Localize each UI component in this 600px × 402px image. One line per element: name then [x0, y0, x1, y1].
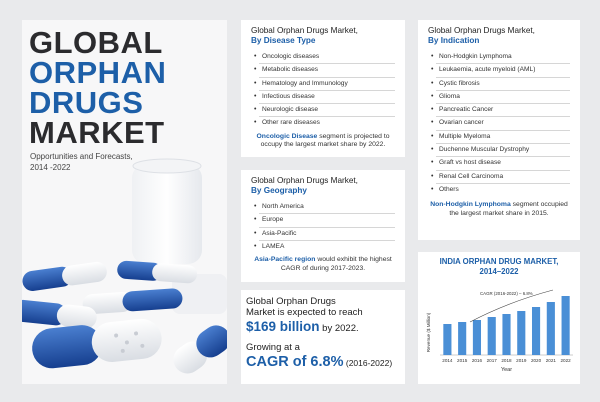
cagr-annotation: CAGR (2016-2022) – 6.8%	[480, 291, 533, 296]
list-item: • Others	[436, 184, 570, 197]
chart-title: INDIA ORPHAN DRUG MARKET, 2014–2022	[439, 257, 559, 276]
x-tick-label: 2021	[545, 358, 556, 363]
list-item: • Ovarian cancer	[436, 117, 570, 130]
disease-type-card	[241, 20, 405, 157]
indication-list	[436, 51, 570, 197]
summary-value-line: $169 billion by 2022.	[246, 319, 359, 334]
x-tick-label: 2019	[516, 358, 527, 363]
list-item: • Glioma	[436, 91, 570, 104]
hero-title-line4: MARKET	[29, 115, 165, 150]
hero-title-line2: ORPHAN	[29, 55, 167, 90]
list-item: • Cystic fibrosis	[436, 78, 570, 91]
list-item: • Multiple Myeloma	[436, 131, 570, 144]
list-item: • Other rare diseases	[259, 117, 395, 130]
x-axis-label: Year	[500, 367, 513, 373]
bar-2020	[532, 307, 540, 355]
list-item: • Europe	[259, 214, 395, 227]
growing-label: Growing at a	[246, 342, 300, 353]
pills-illustration	[22, 154, 227, 384]
list-item: • Neurologic disease	[259, 104, 395, 117]
disease-type-title: Global Orphan Drugs Market, By Disease Type	[251, 26, 358, 45]
list-item: • LAMEA	[259, 241, 395, 254]
geography-title: Global Orphan Drugs Market, By Geography	[251, 176, 358, 195]
summary-line2: Market is expected to reach	[246, 307, 363, 318]
bar-2021	[547, 302, 555, 355]
market-value: $169 billion	[246, 319, 320, 334]
bar-2014	[443, 324, 451, 355]
list-item: • Oncologic diseases	[259, 51, 395, 64]
bar-2015	[458, 322, 466, 355]
indication-title: Global Orphan Drugs Market, By Indication	[428, 26, 535, 45]
list-item: • Leukaemia, acute myeloid (AML)	[436, 64, 570, 77]
bar-2017	[488, 317, 496, 355]
bar-2016	[473, 320, 481, 355]
list-item: • North America	[259, 201, 395, 214]
list-item: • Graft vs host disease	[436, 157, 570, 170]
summary-card	[241, 290, 405, 384]
bar-chart	[418, 252, 580, 384]
summary-line1: Global Orphan Drugs	[246, 296, 336, 307]
chart-card	[418, 252, 580, 384]
y-axis-label: Revenue ($ Million)	[426, 312, 431, 353]
disease-type-note: Oncologic Disease segment is projected to occupy the largest market share by 2022.	[256, 132, 390, 149]
bar-2018	[502, 314, 510, 355]
indication-note: Non-Hodgkin Lymphoma segment occupied the largest market share in 2015.	[430, 201, 568, 217]
list-item: • Renal Cell Carcinoma	[436, 171, 570, 184]
cagr-value: CAGR of 6.8%	[246, 354, 344, 370]
geography-list	[259, 201, 395, 254]
hero-panel	[22, 20, 227, 384]
cagr-line: CAGR of 6.8% (2016-2022)	[246, 354, 393, 370]
x-tick-label: 2022	[560, 358, 571, 363]
list-item: • Non-Hodgkin Lymphoma	[436, 51, 570, 64]
x-tick-label: 2017	[486, 358, 497, 363]
bar-2019	[517, 311, 525, 355]
hero-title-line3: DRUGS	[29, 85, 144, 120]
list-item: • Infectious disease	[259, 91, 395, 104]
x-tick-label: 2016	[471, 358, 483, 363]
indication-card	[418, 20, 580, 240]
hero-subtitle: Opportunities and Forecasts, 2014 -2022	[30, 152, 133, 172]
list-item: • Hematology and Immunology	[259, 78, 395, 91]
disease-type-list	[259, 51, 395, 131]
list-item: • Duchenne Muscular Dystrophy	[436, 144, 570, 157]
list-item: • Pancreatic Cancer	[436, 104, 570, 117]
list-item: • Asia-Pacific	[259, 228, 395, 241]
x-tick-label: 2020	[530, 358, 542, 363]
hero-title	[29, 25, 167, 150]
list-item: • Metabolic diseases	[259, 64, 395, 77]
x-tick-label: 2018	[501, 358, 512, 363]
x-tick-label: 2014	[442, 358, 453, 363]
hero-title-line1: GLOBAL	[29, 25, 163, 60]
bar-2022	[562, 296, 570, 355]
x-tick-label: 2015	[457, 358, 468, 363]
geography-card	[241, 170, 405, 282]
geography-note: Asia-Pacific region would exhibit the highest CAGR of during 2017-2023.	[254, 256, 392, 272]
